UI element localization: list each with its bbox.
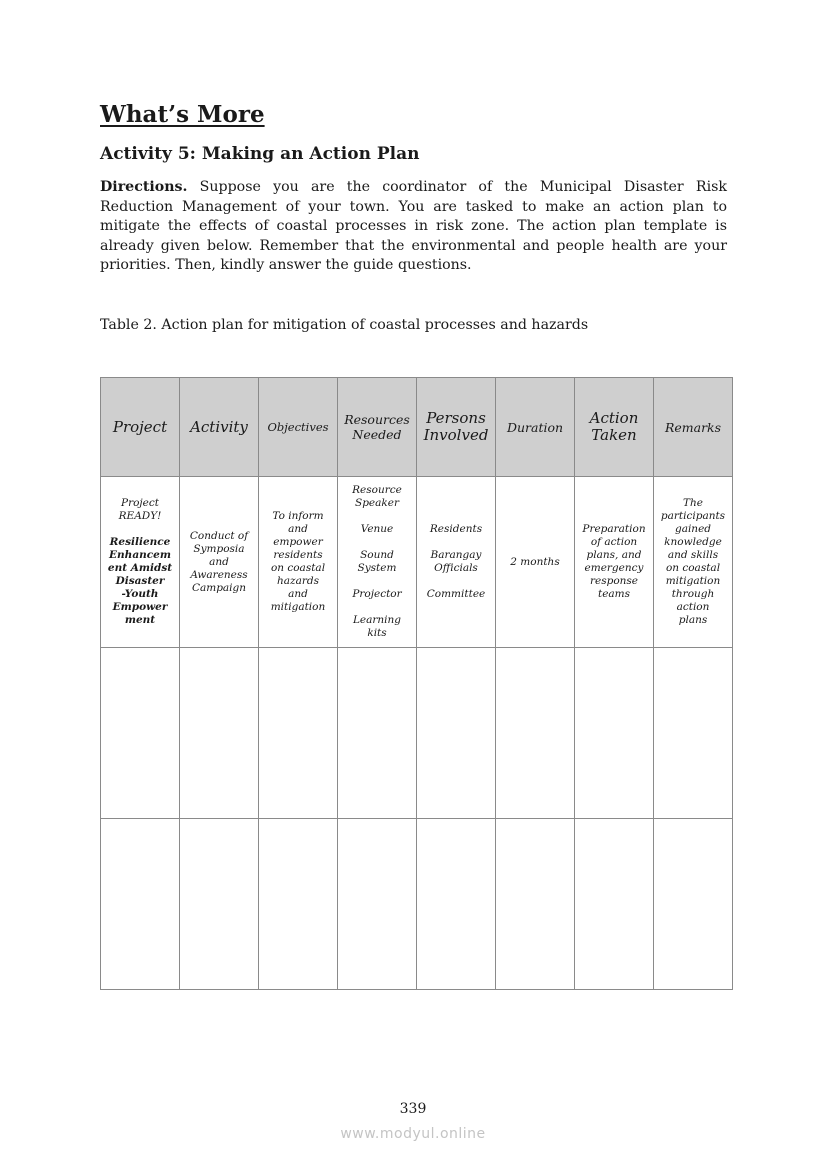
blank-cell[interactable] — [338, 819, 417, 990]
activity-text: and — [209, 555, 229, 568]
remarks-text: and skills — [667, 549, 719, 561]
header-resources-line1: Resources — [344, 412, 410, 427]
blank-cell[interactable] — [259, 648, 338, 819]
objectives-text: and — [288, 588, 308, 600]
table-caption: Table 2. Action plan for mitigation of coastal processes and hazards — [100, 317, 589, 333]
remarks-text: gained — [674, 523, 712, 535]
action-text: Preparation — [582, 523, 646, 535]
blank-cell[interactable] — [654, 819, 733, 990]
persons-text: Committee — [426, 588, 486, 600]
remarks-text: on coastal — [665, 562, 721, 574]
blank-cell[interactable] — [180, 648, 259, 819]
action-plan-table — [100, 377, 733, 990]
objectives-text: To inform — [272, 510, 324, 522]
action-text: response — [589, 575, 639, 587]
header-resources-needed — [338, 378, 417, 477]
header-persons-line1: Persons — [426, 409, 486, 427]
cell-project — [101, 477, 180, 648]
blank-cell[interactable] — [180, 819, 259, 990]
project-name: -Youth — [121, 588, 159, 600]
header-persons-line2: Involved — [423, 426, 489, 444]
action-text: teams — [597, 588, 631, 600]
table-header-row — [101, 378, 733, 477]
watermark: www.modyul.online — [340, 1126, 486, 1142]
remarks-text: mitigation — [665, 575, 721, 587]
blank-cell[interactable] — [496, 819, 575, 990]
blank-cell[interactable] — [575, 819, 654, 990]
cell-activity — [180, 477, 259, 648]
persons-text: Barangay — [430, 549, 482, 561]
header-remarks: Remarks — [654, 378, 733, 477]
cell-objectives — [259, 477, 338, 648]
persons-text: Officials — [434, 562, 478, 574]
blank-cell[interactable] — [417, 648, 496, 819]
project-text: READY! — [118, 510, 162, 522]
header-project: Project — [101, 378, 180, 477]
spacer — [103, 523, 177, 536]
project-name: Empower — [112, 601, 168, 613]
header-action-taken — [575, 378, 654, 477]
directions-text: Suppose you are the coordinator of the Municipal Disaster Risk Reduction Management of your town. You are tasked to make an action plan to mitigate the effects of coastal processes in risk zone. The action plan template is already given below. Remember that the environmental and people health are your priorities. Then, kindly answer the guide questions. — [100, 179, 727, 273]
header-resources-line2: Needed — [352, 427, 402, 442]
spacer — [340, 510, 414, 523]
remarks-text: participants — [660, 510, 726, 522]
spacer — [419, 536, 493, 549]
project-name: Resilience — [109, 536, 171, 548]
cell-action-taken — [575, 477, 654, 648]
resources-text: Learning — [352, 614, 402, 626]
objectives-text: on coastal — [270, 562, 326, 574]
project-name: ment — [124, 614, 156, 626]
header-persons-involved — [417, 378, 496, 477]
blank-cell[interactable] — [496, 648, 575, 819]
resources-text: kits — [367, 627, 387, 639]
objectives-text: hazards — [277, 575, 319, 587]
project-name: Enhancem — [109, 549, 171, 561]
spacer — [340, 601, 414, 614]
section-heading: What’s More — [100, 101, 265, 128]
project-text: Project — [121, 497, 159, 509]
directions-label: Directions. — [100, 179, 188, 195]
action-text: emergency — [584, 562, 644, 574]
objectives-text: mitigation — [270, 601, 326, 613]
project-name: Disaster — [115, 575, 165, 587]
blank-cell[interactable] — [654, 648, 733, 819]
header-action-line1: Action — [589, 409, 639, 427]
resources-text: Sound — [360, 549, 394, 561]
table-row-blank — [101, 819, 733, 990]
resources-text: Resource — [352, 484, 402, 496]
objectives-text: empower — [273, 536, 323, 548]
table-row-blank — [101, 648, 733, 819]
remarks-text: The — [683, 497, 703, 509]
remarks-text: action — [676, 601, 710, 613]
remarks-text: through — [671, 588, 715, 600]
action-text: of action — [590, 536, 638, 548]
cell-duration: 2 months — [496, 477, 575, 648]
blank-cell[interactable] — [338, 648, 417, 819]
resources-text: System — [357, 562, 397, 574]
table-row — [101, 477, 733, 648]
activity-text: Campaign — [191, 581, 247, 594]
spacer — [340, 575, 414, 588]
persons-text: Residents — [429, 523, 483, 535]
project-name: ent Amidst — [107, 562, 173, 574]
resources-text: Speaker — [355, 497, 399, 509]
blank-cell[interactable] — [259, 819, 338, 990]
cell-remarks — [654, 477, 733, 648]
cell-resources — [338, 477, 417, 648]
remarks-text: plans — [678, 614, 708, 626]
objectives-text: and — [288, 523, 308, 535]
resources-text: Venue — [360, 523, 394, 535]
activity-text: Conduct of — [189, 529, 249, 542]
blank-cell[interactable] — [417, 819, 496, 990]
spacer — [419, 575, 493, 588]
resources-text: Projector — [352, 588, 402, 600]
page-number: 339 — [399, 1101, 427, 1117]
blank-cell[interactable] — [101, 648, 180, 819]
header-objectives: Objectives — [259, 378, 338, 477]
blank-cell[interactable] — [575, 648, 654, 819]
cell-persons — [417, 477, 496, 648]
remarks-text: knowledge — [664, 536, 722, 548]
blank-cell[interactable] — [101, 819, 180, 990]
activity-text: Awareness — [190, 568, 248, 581]
header-action-line2: Taken — [591, 426, 637, 444]
activity-title: Activity 5: Making an Action Plan — [100, 144, 420, 164]
activity-text: Symposia — [193, 542, 245, 555]
header-activity: Activity — [180, 378, 259, 477]
header-duration: Duration — [496, 378, 575, 477]
spacer — [340, 536, 414, 549]
objectives-text: residents — [273, 549, 323, 561]
action-text: plans, and — [586, 549, 642, 561]
directions-paragraph — [100, 178, 727, 276]
